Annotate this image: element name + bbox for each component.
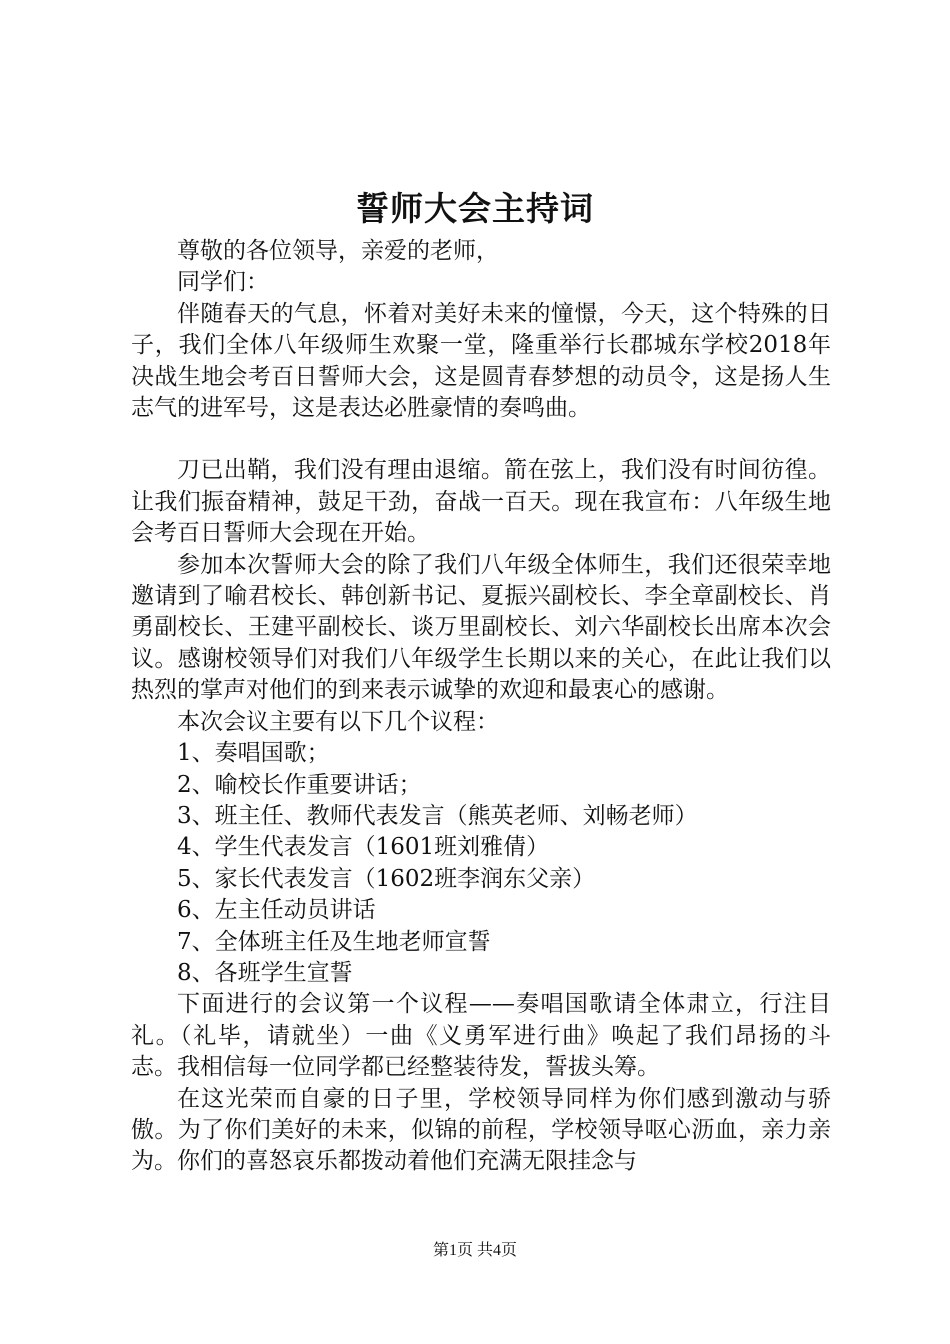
agenda-item: 5、家长代表发言（1602班李润东父亲）: [177, 865, 596, 892]
agenda-item: 3、班主任、教师代表发言（熊英老师、刘畅老师）: [177, 802, 698, 829]
page-number-footer: 第1页 共4页: [432, 1242, 517, 1259]
paragraph-anthem: 下面进行的会议第一个议程——奏唱国歌请全体肃立，行注目礼。（礼毕，请就坐）一曲《义勇军进行曲》唤起了我们昂扬的斗志。我相信每一位同学都已经整装待发，誓拔头筹。: [131, 991, 831, 1081]
agenda-item: 4、学生代表发言（1601班刘雅倩）: [177, 834, 550, 861]
document-body: [131, 236, 831, 1178]
agenda-item: 2、喻校长作重要讲话；: [177, 771, 422, 798]
agenda-item: 6、左主任动员讲话: [177, 897, 376, 924]
paragraph-guests: 参加本次誓师大会的除了我们八年级全体师生，我们还很荣幸地邀请到了喻君校长、韩创新书记、夏振兴副校长、李全章副校长、肖勇副校长、王建平副校长、谈万里副校长、刘六华副校长出席本次会议。感谢校领导们对我们八年级学生长期以来的关心，在此让我们以热烈的掌声对他们的到来表示诚挚的欢迎和最衷心的感谢。: [131, 551, 831, 704]
paragraph-opening: 伴随春天的气息，怀着对美好未来的憧憬，今天，这个特殊的日子，我们全体八年级师生欢聚一堂，隆重举行长郡城东学校2018年决战生地会考百日誓师大会，这是圆青春梦想的动员令，这是扬人生志气的进军号，这是表达必胜豪情的奏鸣曲。: [131, 300, 831, 422]
greeting-line-1: 尊敬的各位领导，亲爱的老师，: [177, 238, 499, 264]
agenda-item: 1、奏唱国歌；: [177, 740, 330, 767]
document-title: 誓师大会主持词: [356, 189, 594, 228]
paragraph-declaration: 刀已出鞘，我们没有理由退缩。箭在弦上，我们没有时间彷徨。让我们振奋精神，鼓足干劲，奋战一百天。现在我宣布：八年级生地会考百日誓师大会现在开始。: [131, 457, 831, 547]
agenda-intro: 本次会议主要有以下几个议程：: [177, 708, 499, 735]
agenda-item: 7、全体班主任及生地老师宣誓: [177, 928, 491, 955]
paragraph-spacer: [131, 424, 831, 455]
greeting-line-2: 同学们：: [177, 269, 269, 296]
paragraph-leaders: 在这光荣而自豪的日子里，学校领导同样为你们感到激动与骄傲。为了你们美好的未来，似锦的前程，学校领导呕心沥血，亲力亲为。你们的喜怒哀乐都拨动着他们充满无限挂念与: [131, 1085, 831, 1175]
agenda-item: 8、各班学生宣誓: [177, 959, 353, 986]
